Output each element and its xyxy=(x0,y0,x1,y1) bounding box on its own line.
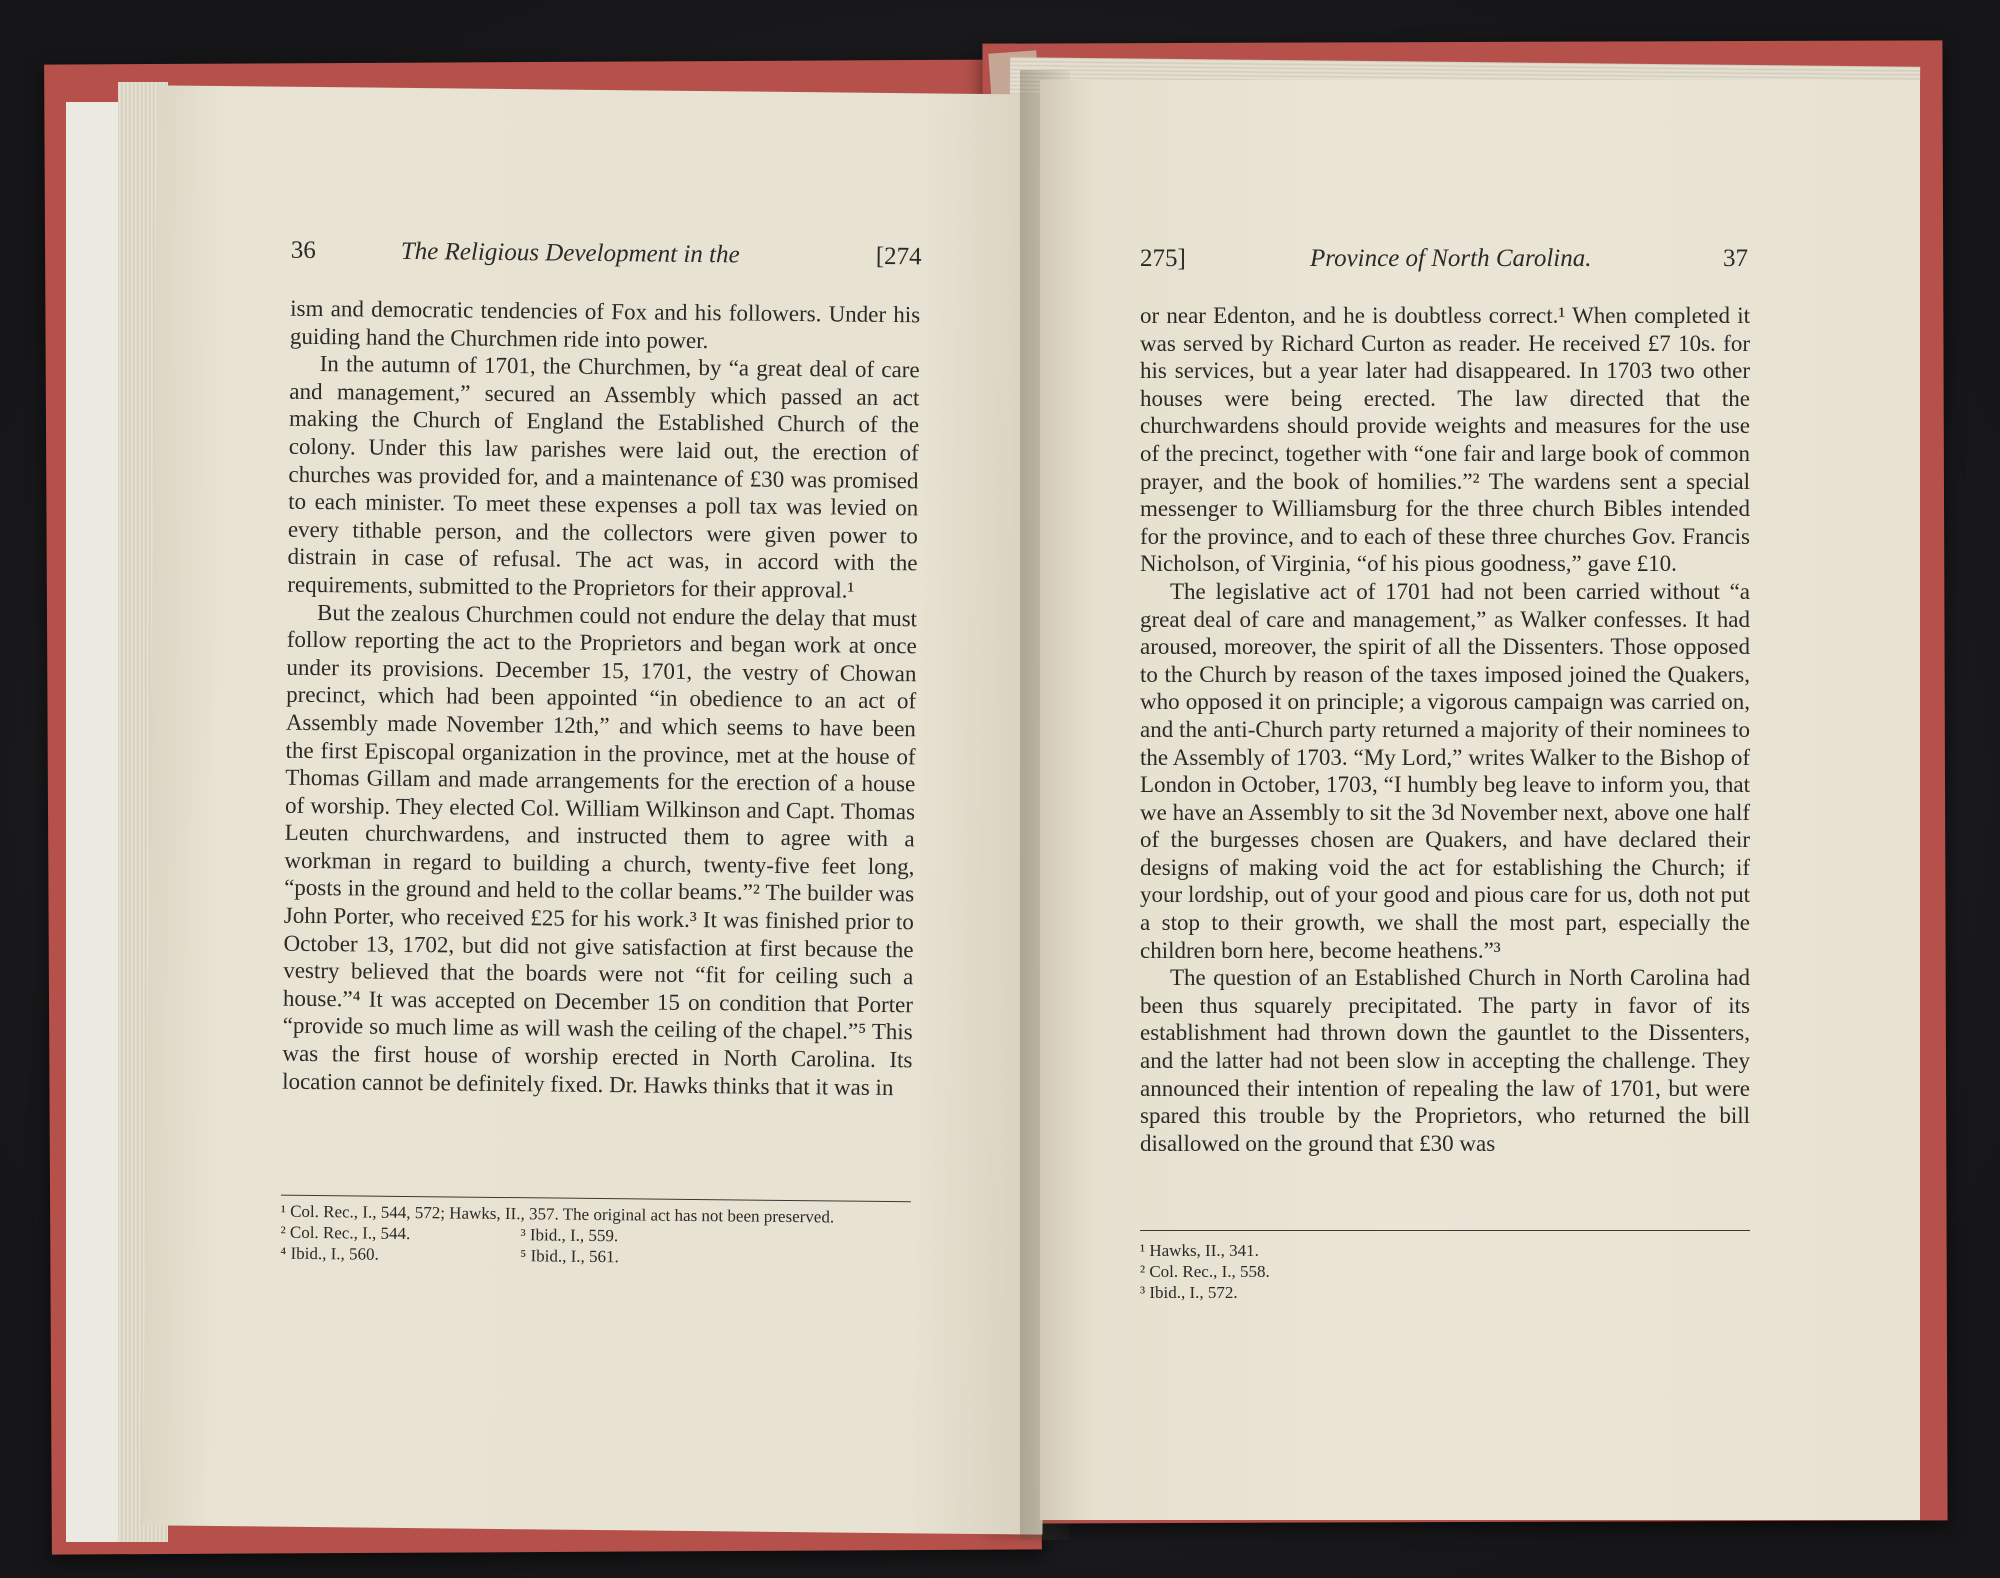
endpaper xyxy=(66,102,126,1542)
left-bracket-number: [274 xyxy=(875,242,922,271)
right-footnote-rule xyxy=(1140,1230,1750,1231)
left-page-number: 36 xyxy=(290,236,316,264)
left-footnotes xyxy=(280,1201,911,1271)
right-running-head xyxy=(1040,245,1920,285)
left-paragraph-2: In the autumn of 1701, the Churchmen, by “a great deal of care and management,” secured an Assembly which passed an act making the Church of England the Established Church of the colony. Under this law parishes were laid out, the erection of churches was provided for, and a maintenance of £30 was promised to each minister. To meet these expenses a poll tax was levied on every tithable person, and the collectors were given power to distrain in case of refusal. The act was, in accord with the requirements, submitted to the Proprietors for their approval.¹ xyxy=(287,351,920,603)
right-bracket-number: 275] xyxy=(1140,245,1186,272)
left-running-head xyxy=(156,235,1056,284)
right-footnote-2: ² Col. Rec., I., 558. xyxy=(1140,1262,1270,1281)
right-page-number: 37 xyxy=(1723,245,1748,272)
right-running-title: Province of North Carolina. xyxy=(1310,245,1592,272)
right-paragraph-1: or near Edenton, and he is doubtless correct.¹ When completed it was served by Richard Curton as reader. He received £7 10s. for his services, but a year later had disappeared. In 1703 two other houses were being erected. The law directed that the churchwardens should provide weights and measures for the use of the precinct, together with “one fair and large book of common prayer, and the book of homilies.”² The wardens sent a special messenger to Williamsburg for the three church Bibles intended for the province, and to each of these three churches Gov. Francis Nicholson, of Virginia, “of his pious goodness,” gave £10. xyxy=(1140,303,1750,577)
left-footnote-5: ⁵ Ibid., I., 561. xyxy=(520,1246,619,1267)
left-footnote-4: ⁴ Ibid., I., 560. xyxy=(280,1243,379,1264)
right-paragraph-2: The legislative act of 1701 had not been carried without “a great deal of care and management,” as Walker confesses. It had aroused, moreover, the spirit of all the Dissenters. Those opposed to the Church by reason of the taxes imposed joined the Quakers, who opposed it on principle; a vigorous campaign was carried on, and the anti-Church party returned a majority of their nominees to the Assembly of 1703. “My Lord,” writes Walker to the Bishop of London in October, 1703, “I humbly beg leave to inform you, that we have an Assembly to sit the 3d November next, above one half of the burgesses chosen are Quakers, and have declared their designs of making void the act for establishing the Church; if your lordship, out of your good and pious care for us, doth not put a stop to their growth, we shall the most part, especially the children born here, become heathens.”³ xyxy=(1140,578,1750,963)
left-footnote-1: ¹ Col. Rec., I., 544, 572; Hawks, II., 357. The original act has not been preserved. xyxy=(280,1201,835,1227)
right-footnote-3: ³ Ibid., I., 572. xyxy=(1140,1283,1238,1302)
right-body-text xyxy=(1140,302,1750,1157)
left-body-text xyxy=(282,295,920,1102)
right-footnote-1: ¹ Hawks, II., 341. xyxy=(1140,1241,1259,1260)
left-footnote-2: ² Col. Rec., I., 544. xyxy=(280,1222,411,1244)
left-paragraph-3: But the zealous Churchmen could not endure the delay that must follow reporting the act to the Proprietors and began work at once under its provisions. December 15, 1701, the vestry of Chowan precinct, which had been appointed “in obedience to an act of Assembly made November 12th,” and which seems to have been the first Episcopal organization in the province, met at the house of Thomas Gillam and made arrangements for the erection of a house of worship. They elected Col. William Wilkinson and Capt. Thomas Leuten churchwardens, and instructed them to agree with a workman in regard to building a church, twenty-five feet long, “posts in the ground and held to the collar beams.”² The builder was John Porter, who received £25 for his work.³ It was finished prior to October 13, 1702, but did not give satisfaction at first because the vestry believed that the boards were not “fit for ceiling such a house.”⁴ It was accepted on December 15 on condition that Porter “provide so much lime as will wash the ceiling of the chapel.”⁵ This was the first house of worship erected in North Carolina. Its location cannot be definitely fixed. Dr. Hawks thinks that it was in xyxy=(282,599,918,1100)
left-running-title: The Religious Development in the xyxy=(400,237,740,269)
left-page xyxy=(142,85,1057,1534)
right-footnotes xyxy=(1140,1240,1750,1303)
left-paragraph-1: ism and democratic tendencies of Fox and his followers. Under his guiding hand the Churchmen ride into power. xyxy=(289,295,921,353)
right-paragraph-3: The question of an Established Church in North Carolina had been thus squarely precipitated. The party in favor of its establishment had thrown down the gauntlet to the Dissenters, and the latter had not been slow in accepting the challenge. They announced their intention of repealing the law of 1701, but were spared this trouble by the Proprietors, who returned the bill disallowed on the ground that £30 was xyxy=(1140,965,1750,1156)
right-page xyxy=(1040,80,1920,1520)
left-footnote-3: ³ Ibid., I., 559. xyxy=(520,1225,619,1246)
